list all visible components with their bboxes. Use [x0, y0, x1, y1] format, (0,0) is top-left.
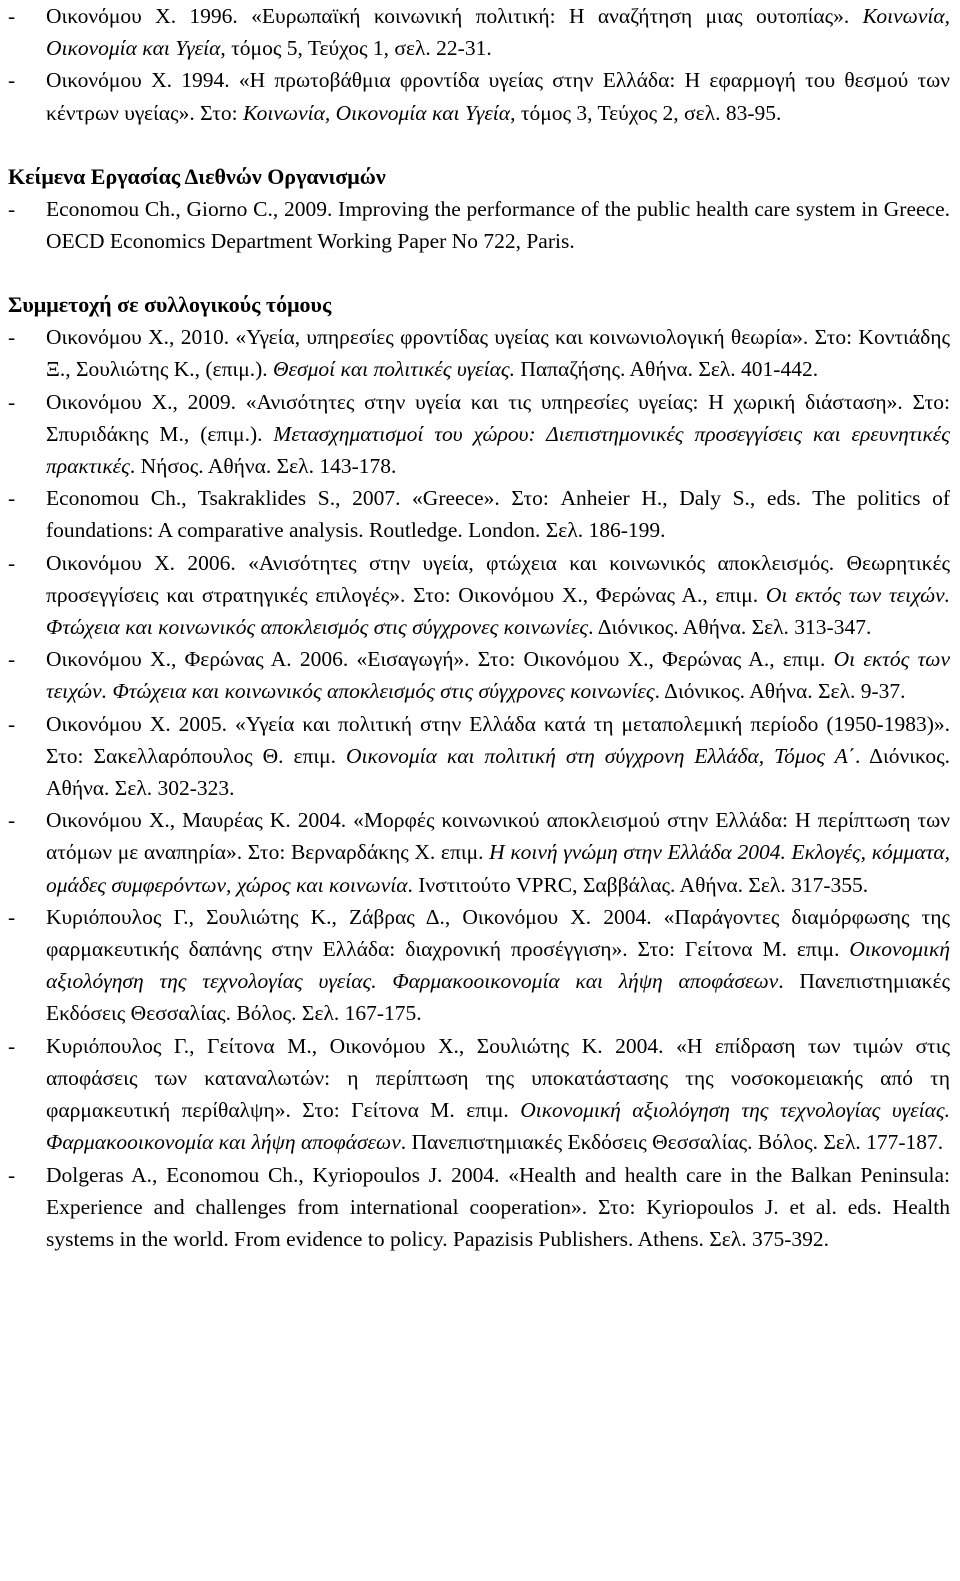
reference-text: , τόμος 3, Τεύχος 2, σελ. 83-95.: [510, 100, 782, 125]
list-dash: -: [8, 1033, 16, 1058]
section-title-collective-volumes: Συμμετοχή σε συλλογικούς τόμους: [8, 292, 332, 318]
reference-text: Οικονόμου Χ. 2005. «Υγεία και πολιτική στην Ελλάδα κατά τη μεταπολεμική περίοδο (1950-1983)». Στο: Σακελλαρόπουλος Θ. επιμ.: [46, 711, 950, 768]
reference-text: . Ινστιτούτο VPRC, Σαββάλας. Αθήνα. Σελ. 317-355.: [407, 872, 869, 897]
reference-title-italic: Οικονομική αξιολόγηση της τεχνολογίας υγείας. Φαρμακοοικονομία και λήψη αποφάσεων: [46, 937, 950, 994]
reference-entry: [8, 64, 950, 128]
reference-text: , τόμος 5, Τεύχος 1, σελ. 22-31.: [220, 36, 492, 61]
spacer: [8, 129, 950, 161]
reference-entry: [8, 193, 950, 257]
reference-text: . Διόνικος. Αθήνα. Σελ. 302-323.: [46, 743, 951, 801]
list-dash: -: [8, 550, 16, 575]
reference-text: Οικονόμου Χ., 2010. «Υγεία, υπηρεσίες φροντίδας υγείας και κοινωνιολογική θεωρία». Στο: Κοντιάδης Ξ., Σουλιώτης Κ., (επιμ.).: [46, 325, 950, 382]
reference-text: Κυριόπουλος Γ., Σουλιώτης Κ., Ζάβρας Δ., Οικονόμου Χ. 2004. «Παράγοντες διαμόρφωσης της φαρμακευτικής δαπάνης στην Ελλάδα: διαχρονική προσέγγιση». Στο: Γείτονα Μ. επιμ.: [46, 904, 950, 962]
list-dash: -: [8, 486, 16, 511]
list-dash: -: [8, 711, 16, 736]
reference-entry: [8, 482, 950, 546]
list-dash: -: [8, 196, 16, 221]
section-title-international: Κείμενα Εργασίας Διεθνών Οργανισμών: [8, 163, 386, 189]
reference-text: Οικονόμου Χ. 1994. «Η πρωτοβάθμια φροντίδα υγείας στην Ελλάδα: Η εφαρμογή του θεσμού των κέντρων υγείας». Στο:: [46, 68, 950, 125]
reference-entry: [8, 386, 950, 483]
reference-text: Οικονόμου Χ., Φερώνας Α. 2006. «Εισαγωγή». Στο: Οικονόμου Χ., Φερώνας Α., επιμ.: [46, 647, 834, 672]
reference-title-italic: Οι εκτός των τειχών. Φτώχεια και κοινωνικός αποκλεισμός στις σύγχρονες κοινωνίες: [46, 647, 950, 704]
reference-text: . Πανεπιστημιακές Εκδόσεις Θεσσαλίας. Βόλος. Σελ. 177-187.: [400, 1130, 944, 1155]
reference-text: Οικονόμου Χ., 2009. «Ανισότητες στην υγεία και τις υπηρεσίες υγείας: Η χωρική διάσταση». Στο: Σπυριδάκης Μ., (επιμ.).: [46, 389, 950, 446]
reference-title-italic: Οι εκτός των τειχών. Φτώχεια και κοινωνικός αποκλεισμός στις σύγχρονες κοινωνίες: [46, 582, 950, 640]
reference-entry: [8, 901, 950, 1030]
reference-text: Κυριόπουλος Γ., Γείτονα Μ., Οικονόμου Χ., Σουλιώτης Κ. 2004. «Η επίδραση των τιμών στις αποφάσεις των καταναλωτών: η περίπτωση της υποκατάστασης της νοσοκομειακής από τη φαρμακευτική περίθαλψη». Στο: Γείτονα Μ. επιμ.: [46, 1033, 950, 1123]
section-volumes-entries: [8, 321, 950, 1255]
reference-title-italic: Η κοινή γνώμη στην Ελλάδα 2004. Εκλογές, κόμματα, ομάδες συμφερόντων, χώρος και κοινωνία: [46, 840, 950, 897]
reference-entry: [8, 321, 950, 385]
reference-text: Economou Ch., Tsakraklides S., 2007. «Greece». Στο: Anheier H., Daly S., eds. The politics of foundations: A comparative analysis. Routledge. London. Σελ. 186-199.: [46, 486, 950, 543]
reference-text: . Διόνικος. Αθήνα. Σελ. 313-347.: [588, 615, 872, 640]
list-dash: -: [8, 325, 16, 350]
reference-title-italic: Οικονομική αξιολόγηση της τεχνολογίας υγείας. Φαρμακοοικονομία και λήψη αποφάσεων: [46, 1098, 950, 1155]
list-dash: -: [8, 68, 16, 93]
reference-title-italic: Οικονομία και πολιτική στη σύγχρονη Ελλάδα, Τόμος Α΄: [346, 743, 855, 768]
reference-entry: [8, 643, 950, 707]
reference-entry: [8, 0, 950, 64]
spacer: [8, 257, 950, 289]
reference-text: Οικονόμου Χ. 1996. «Ευρωπαϊκή κοινωνική πολιτική: Η αναζήτηση μιας ουτοπίας».: [46, 4, 863, 28]
list-dash: -: [8, 4, 16, 28]
reference-title-italic: Μετασχηματισμοί του χώρου: Διεπιστημονικές προσεγγίσεις και ερευνητικές πρακτικές: [46, 421, 950, 479]
list-dash: -: [8, 647, 16, 672]
reference-text: Economou Ch., Giorno C., 2009. Improving the performance of the public health care system in Greece. OECD Economics Department Working Paper No 722, Paris.: [46, 196, 950, 254]
reference-text: Οικονόμου Χ., Μαυρέας Κ. 2004. «Μορφές κοινωνικού αποκλεισμού στην Ελλάδα: Η περίπτωση των ατόμων με αναπηρία». Στο: Βερναρδάκης Χ. επιμ.: [46, 808, 950, 865]
reference-text: Παπαζήσης. Αθήνα. Σελ. 401-442.: [515, 357, 819, 382]
reference-text: . Νήσος. Αθήνα. Σελ. 143-178.: [129, 454, 397, 479]
reference-entry: [8, 1159, 950, 1256]
list-dash: -: [8, 904, 16, 929]
reference-entry: [8, 804, 950, 901]
list-dash: -: [8, 389, 16, 414]
reference-text: Dolgeras A., Economou Ch., Kyriopoulos J. 2004. «Health and health care in the Balkan Peninsula: Experience and challenges from international cooperation». Στο: Kyriopoulos J. et al. eds. Health systems in the world. From evidence to policy. Papazisis Publishers. Athens. Σελ. 375-392.: [46, 1162, 950, 1251]
reference-title-italic: Κοινωνία, Οικονομία και Υγεία: [46, 4, 950, 61]
reference-title-italic: Κοινωνία, Οικονομία και Υγεία: [242, 100, 511, 125]
reference-entry: [8, 1030, 950, 1159]
list-dash: -: [8, 808, 16, 833]
reference-text: . Πανεπιστημιακές Εκδόσεις Θεσσαλίας. Βόλος. Σελ. 167-175.: [46, 969, 950, 1026]
reference-entry: [8, 547, 950, 644]
reference-title-italic: Θεσμοί και πολιτικές υγείας.: [273, 357, 516, 382]
reference-text: Οικονόμου Χ. 2006. «Ανισότητες στην υγεία, φτώχεια και κοινωνικός αποκλεισμός. Θεωρητικές προσεγγίσεις και στρατηγικές επιλογές». Στο: Οικονόμου Χ., Φερώνας Α., επιμ.: [46, 550, 950, 607]
top-entries: [8, 0, 950, 129]
reference-text: . Διόνικος. Αθήνα. Σελ. 9-37.: [654, 679, 906, 704]
section-international-entries: [8, 193, 950, 257]
reference-entry: [8, 708, 950, 805]
list-dash: -: [8, 1162, 16, 1187]
